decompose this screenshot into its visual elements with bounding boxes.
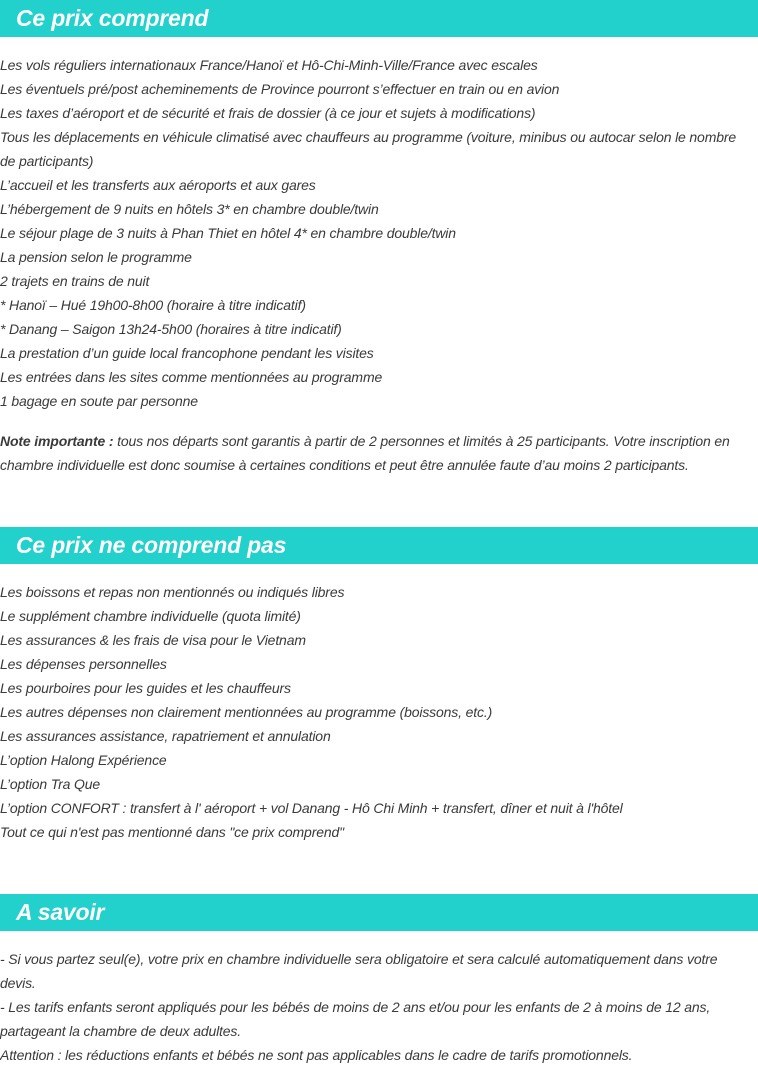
list-item: L’hébergement de 9 nuits en hôtels 3* en chambre double/twin	[0, 201, 379, 217]
list-item: * Danang – Saigon 13h24-5h00 (horaires à titre indicatif)	[0, 321, 342, 337]
note-label: Note importante :	[0, 433, 114, 449]
included-list	[0, 53, 754, 413]
excluded-list	[0, 580, 754, 844]
list-item: Les boissons et repas non mentionnés ou indiqués libres	[0, 584, 345, 600]
list-item: Les autres dépenses non clairement mentionnées au programme (boissons, etc.)	[0, 704, 493, 720]
list-item: L’option Halong Expérience	[0, 752, 167, 768]
list-item: 1 bagage en soute par personne	[0, 393, 198, 409]
list-item: Le supplément chambre individuelle (quota limité)	[0, 608, 301, 624]
list-item: Le séjour plage de 3 nuits à Phan Thiet en hôtel 4* en chambre double/twin	[0, 225, 456, 241]
list-item: Les entrées dans les sites comme mentionnées au programme	[0, 369, 383, 385]
note-text: tous nos départs sont garantis à partir de 2 personnes et limités à 25 participants. Votre inscription en chambre individuelle est donc soumise à certaines conditions et peut être annulée faute d’au moins 2 participants.	[0, 433, 730, 473]
list-item: Attention : les réductions enfants et bébés ne sont pas applicables dans le cadre de tarifs promotionnels.	[0, 1047, 633, 1063]
list-item: Les pourboires pour les guides et les chauffeurs	[0, 680, 291, 696]
section-header-ce-prix-comprend: Ce prix comprend	[0, 0, 758, 37]
good-to-know-list	[0, 947, 754, 1067]
list-item: Les éventuels pré/post acheminements de Province pourront s’effectuer en train ou en avion	[0, 81, 560, 97]
list-item: Les dépenses personnelles	[0, 656, 167, 672]
list-item: Les assurances assistance, rapatriement et annulation	[0, 728, 331, 744]
section-header-ce-prix-ne-comprend-pas: Ce prix ne comprend pas	[0, 527, 758, 564]
list-item: L’accueil et les transferts aux aéroports et aux gares	[0, 177, 316, 193]
list-item: Les taxes d’aéroport et de sécurité et frais de dossier (à ce jour et sujets à modifications)	[0, 105, 536, 121]
list-item: La prestation d’un guide local francophone pendant les visites	[0, 345, 374, 361]
list-item: La pension selon le programme	[0, 249, 192, 265]
list-item: - Si vous partez seul(e), votre prix en chambre individuelle sera obligatoire et sera calculé automatiquement dans votre devis.	[0, 951, 718, 991]
list-item: Tous les déplacements en véhicule climatisé avec chauffeurs au programme (voiture, minibus ou autocar selon le nombre de participants)	[0, 129, 736, 169]
list-item: L’option CONFORT : transfert à l' aéroport + vol Danang - Hô Chi Minh + transfert, dîner et nuit à l'hôtel	[0, 800, 623, 816]
list-item: Tout ce qui n'est pas mentionné dans "ce prix comprend"	[0, 824, 344, 840]
list-item: * Hanoï – Hué 19h00-8h00 (horaire à titre indicatif)	[0, 297, 306, 313]
list-item: - Les tarifs enfants seront appliqués pour les bébés de moins de 2 ans et/ou pour les enfants de 2 à moins de 12 ans, partageant la chambre de deux adultes.	[0, 999, 711, 1039]
list-item: Les vols réguliers internationaux France/Hanoï et Hô-Chi-Minh-Ville/France avec escales	[0, 57, 538, 73]
list-item: 2 trajets en trains de nuit	[0, 273, 150, 289]
important-note	[0, 429, 752, 477]
list-item: Les assurances & les frais de visa pour le Vietnam	[0, 632, 306, 648]
section-header-a-savoir: A savoir	[0, 894, 758, 931]
list-item: L’option Tra Que	[0, 776, 101, 792]
